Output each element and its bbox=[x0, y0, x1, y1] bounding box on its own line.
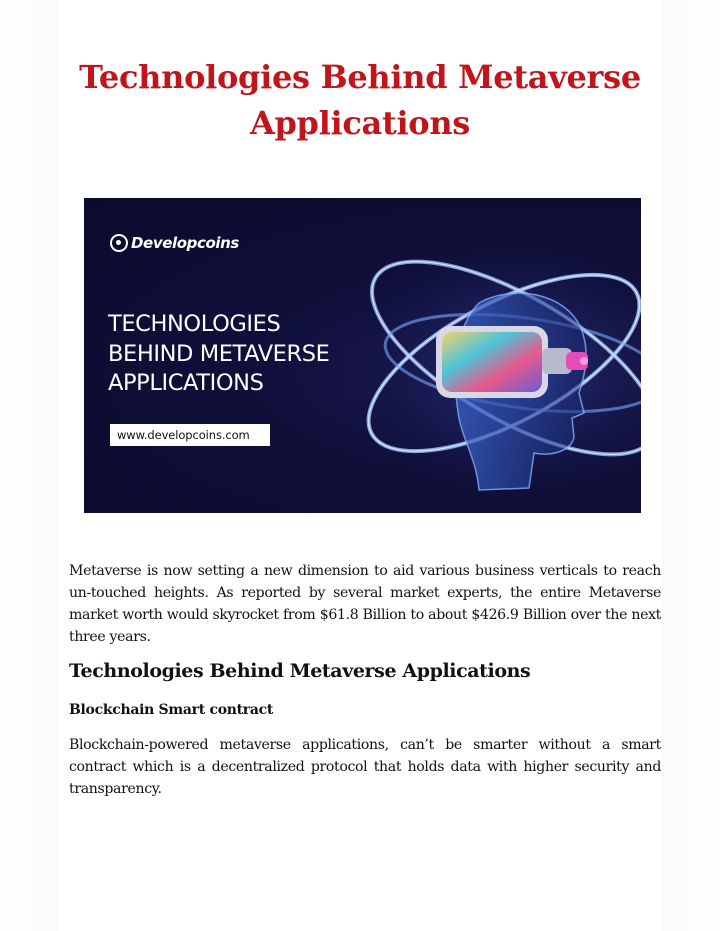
page-margin-right bbox=[662, 0, 720, 931]
logo-icon bbox=[110, 234, 128, 252]
page-margin-left bbox=[0, 0, 58, 931]
section-heading: Technologies Behind Metaverse Applications bbox=[69, 660, 531, 682]
intro-paragraph: Metaverse is now setting a new dimension to aid various business verticals to reach un-touched heights. As reported by several market experts, the entire Metaverse market worth would skyrocket from $61.8 Billion to about $426.9 Billion over the next three years. bbox=[69, 563, 661, 645]
banner-heading-line: TECHNOLOGIES bbox=[108, 311, 281, 337]
hero-banner-image bbox=[84, 198, 641, 513]
body-paragraph: Blockchain-powered metaverse applications, can’t be smarter without a smart contract which is a decentralized protocol that holds data with higher security and transparency. bbox=[69, 737, 661, 797]
banner-heading-line: BEHIND METAVERSE bbox=[108, 340, 330, 367]
banner-heading-line: APPLICATIONS bbox=[108, 370, 264, 396]
logo-text: Developcoins bbox=[131, 234, 239, 252]
document-title: Technologies Behind Metaverse Applications bbox=[79, 58, 641, 142]
sub-heading: Blockchain Smart contract bbox=[69, 702, 274, 718]
banner-url: www.developcoins.com bbox=[110, 424, 270, 446]
developcoins-logo bbox=[110, 234, 239, 252]
banner-heading bbox=[108, 310, 398, 399]
